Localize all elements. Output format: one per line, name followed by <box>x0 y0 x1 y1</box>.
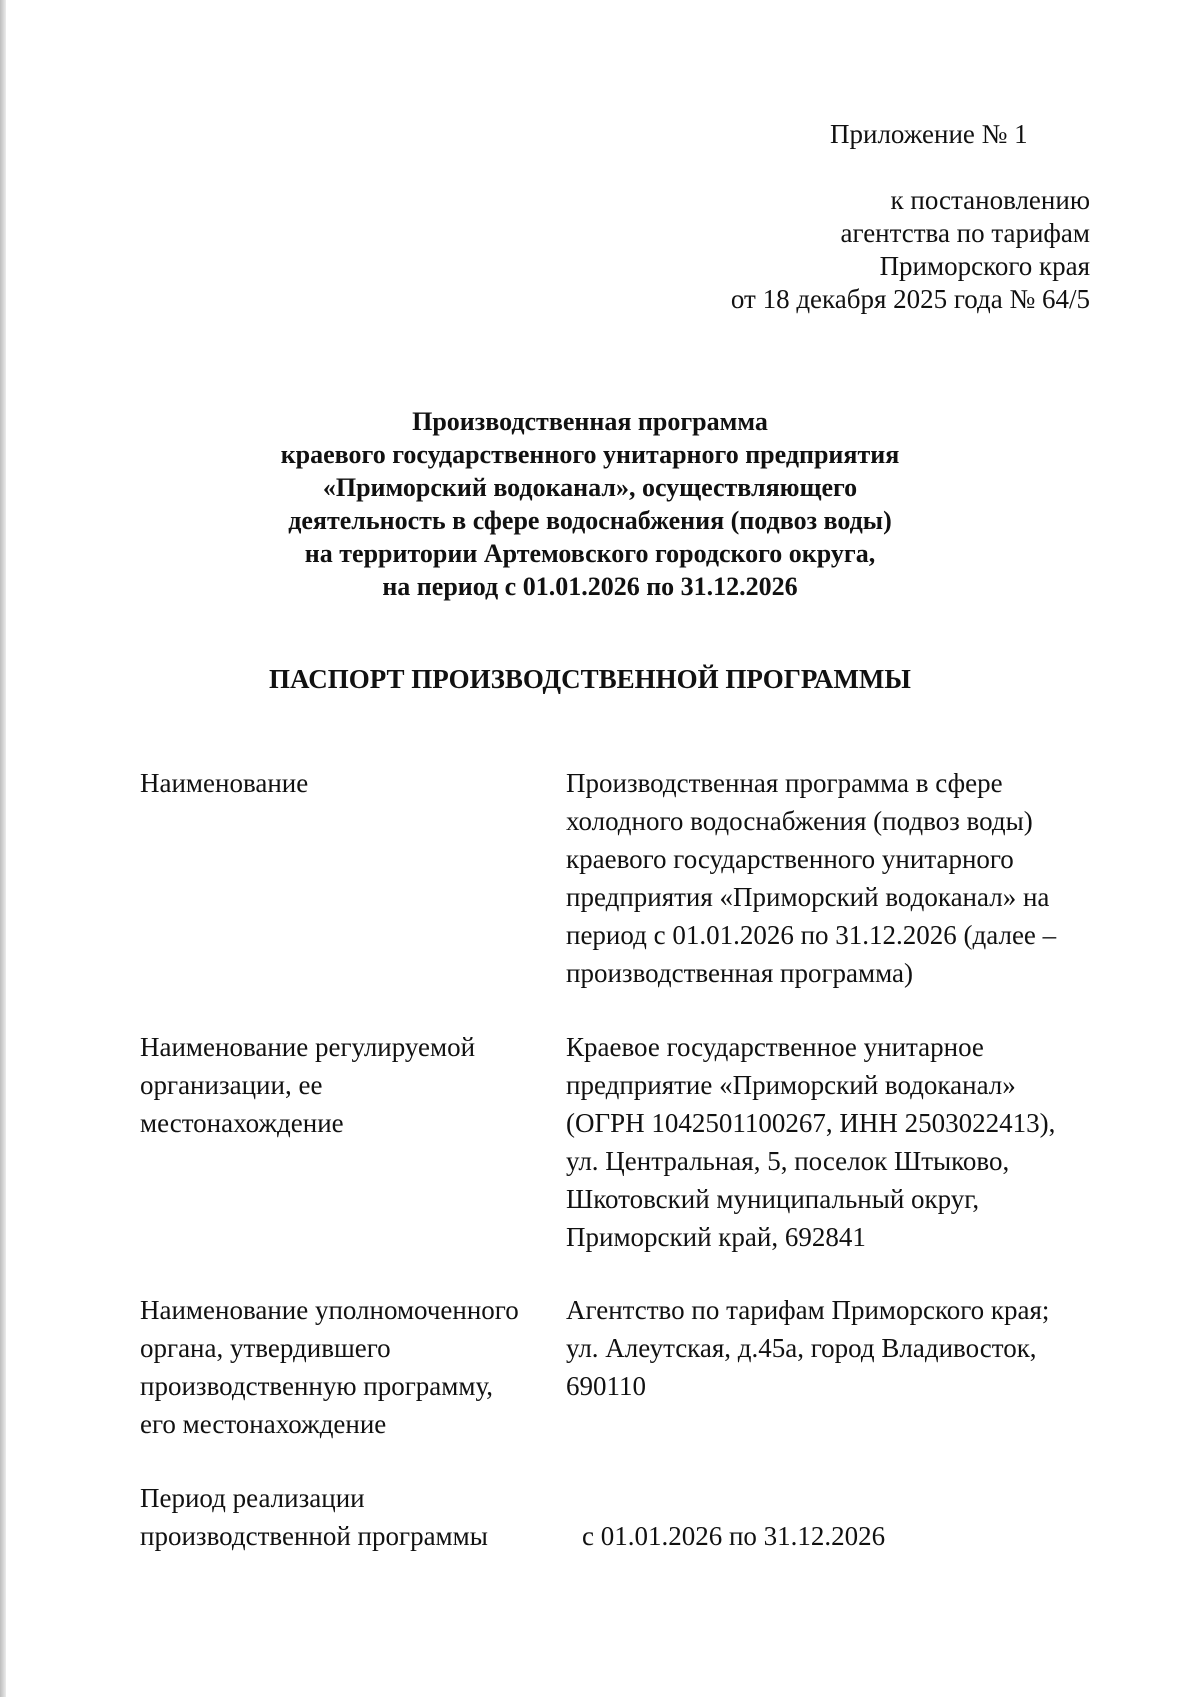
annex-title: Приложение № 1 <box>830 119 1028 149</box>
row-value-line: Краевое государственное унитарное <box>566 1032 984 1062</box>
row-value-line: предприятия «Приморский водоканал» на <box>566 882 1050 912</box>
row-label-line: производственную программу, <box>140 1371 493 1401</box>
passport-title: ПАСПОРТ ПРОИЗВОДСТВЕННОЙ ПРОГРАММЫ <box>269 664 911 694</box>
row-label-line: Наименование регулируемой <box>140 1032 476 1062</box>
program-title-line: краевого государственного унитарного предприятия <box>280 440 900 469</box>
row-label <box>140 764 560 802</box>
program-title-line: Производственная программа <box>412 407 768 436</box>
program-title-line: «Приморский водоканал», осуществляющего <box>322 473 858 502</box>
row-value-line: Производственная программа в сфере <box>566 768 1003 798</box>
row-value <box>566 764 1086 992</box>
row-label <box>140 1479 560 1555</box>
row-label-line: Наименование уполномоченного <box>140 1295 519 1325</box>
annex-reference <box>720 184 1090 316</box>
row-label-line: организации, ее <box>140 1070 323 1100</box>
row-label-line: органа, утвердившего <box>140 1333 391 1363</box>
row-label-line: его местонахождение <box>140 1409 387 1439</box>
row-label <box>140 1028 560 1142</box>
row-label-line: Наименование <box>140 768 309 798</box>
row-value-line: (ОГРН 1042501100267, ИНН 2503022413), <box>566 1108 1056 1138</box>
row-label-line: местонахождение <box>140 1108 344 1138</box>
program-title-line: на период с 01.01.2026 по 31.12.2026 <box>382 572 798 601</box>
row-value-line: холодного водоснабжения (подвоз воды) <box>566 806 1033 836</box>
row-value-line: Агентство по тарифам Приморского края; <box>566 1295 1050 1325</box>
row-label-line: производственной программы <box>140 1521 488 1551</box>
row-value <box>566 1291 1086 1405</box>
row-value-line: Приморский край, 692841 <box>566 1222 866 1252</box>
row-value-line: ул. Алеутская, д.45а, город Владивосток, <box>566 1333 1037 1363</box>
row-value-line: период с 01.01.2026 по 31.12.2026 (далее – <box>566 920 1057 950</box>
row-value <box>582 1517 1102 1555</box>
row-value-line: Шкотовский муниципальный округ, <box>566 1184 980 1214</box>
row-label-line: Период реализации <box>140 1483 365 1513</box>
program-title <box>200 405 980 603</box>
row-value-line: ул. Центральная, 5, поселок Штыково, <box>566 1146 1010 1176</box>
row-value <box>566 1028 1086 1256</box>
row-value-line: с 01.01.2026 по 31.12.2026 <box>582 1521 886 1551</box>
annex-line: агентства по тарифам <box>840 218 1090 248</box>
annex-line: от 18 декабря 2025 года № 64/5 <box>730 284 1090 314</box>
row-value-line: 690110 <box>566 1371 646 1401</box>
row-label <box>140 1291 560 1443</box>
row-value-line: предприятие «Приморский водоканал» <box>566 1070 1016 1100</box>
program-title-line: деятельность в сфере водоснабжения (подвоз воды) <box>288 506 892 535</box>
annex-line: Приморского края <box>879 251 1090 281</box>
program-title-line: на территории Артемовского городского округа, <box>304 539 876 568</box>
row-value-line: производственная программа) <box>566 958 913 988</box>
scan-edge <box>0 0 6 1697</box>
annex-line: к постановлению <box>890 185 1090 215</box>
row-value-line: краевого государственного унитарного <box>566 844 1014 874</box>
